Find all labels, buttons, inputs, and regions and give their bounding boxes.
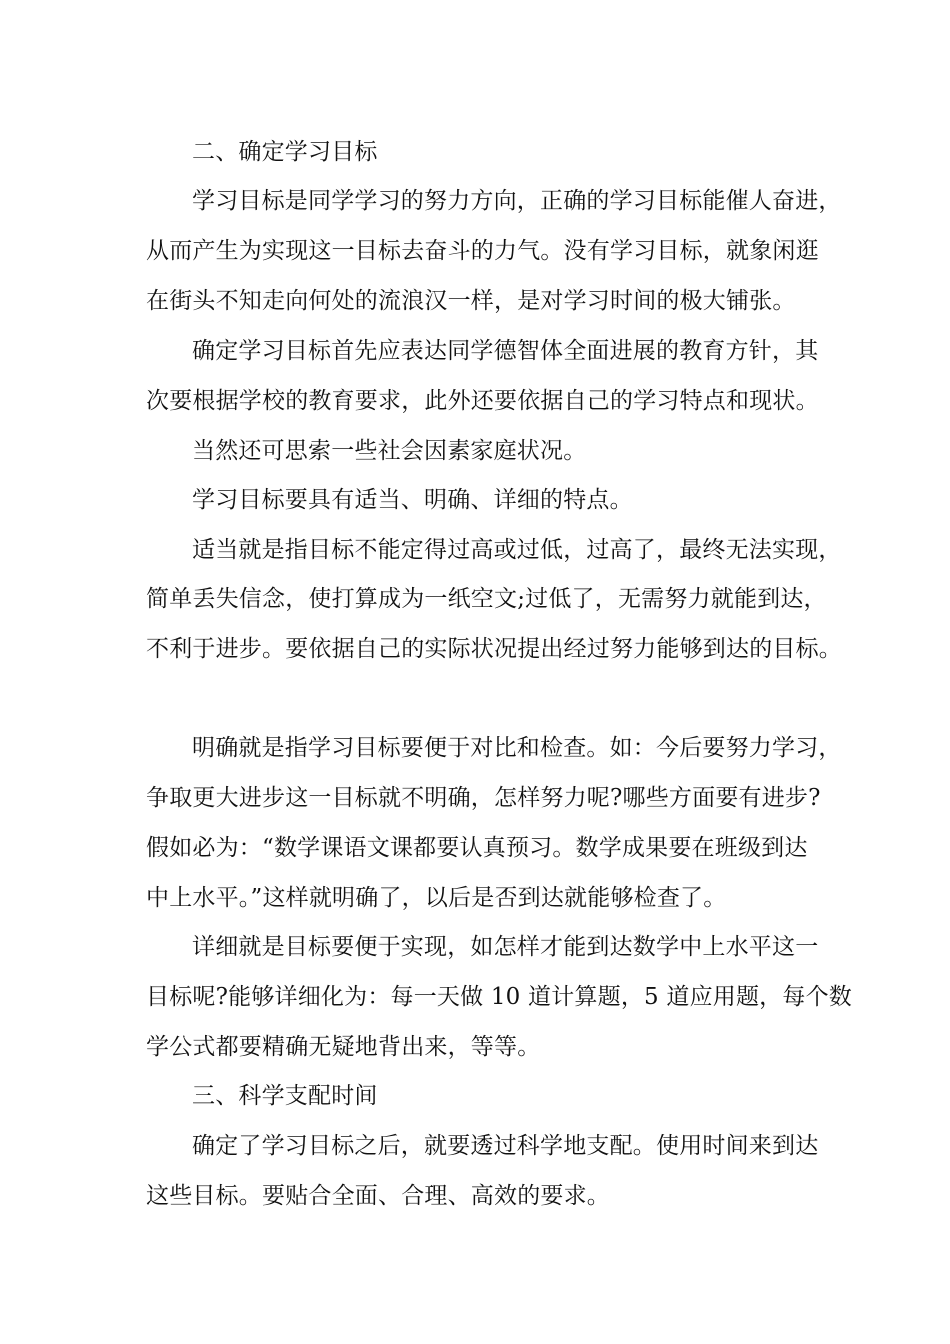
paragraph-line: 不利于进步。要依据自己的实际状况提出经过努力能够到达的目标。 [146, 636, 842, 662]
paragraph-line: 确定学习目标首先应表达同学德智体全面进展的教育方针，其 [192, 338, 819, 364]
section-heading: 二、确定学习目标 [192, 139, 378, 165]
paragraph-line: 争取更大进步这一目标就不明确，怎样努力呢?哪些方面要有进步? [146, 785, 821, 811]
paragraph-line: 详细就是目标要便于实现，如怎样才能到达数学中上水平这一 [192, 934, 819, 960]
paragraph-line: 次要根据学校的教育要求，此外还要依据自己的学习特点和现状。 [146, 388, 819, 414]
paragraph-line: 当然还可思索一些社会因素家庭状况。 [192, 438, 587, 464]
paragraph-line: 中上水平。”这样就明确了，以后是否到达就能够检查了。 [146, 885, 727, 911]
paragraph-line: 目标呢?能够详细化为：每一天做 10 道计算题，5 道应用题，每个数 [146, 984, 852, 1010]
paragraph-line: 在街头不知走向何处的流浪汉一样，是对学习时间的极大铺张。 [146, 288, 796, 314]
section-heading: 三、科学支配时间 [192, 1083, 378, 1109]
paragraph-line: 学习目标是同学学习的努力方向，正确的学习目标能催人奋进， [192, 188, 842, 214]
paragraph-line: 假如必为：“数学课语文课都要认真预习。数学成果要在班级到达 [146, 835, 808, 861]
paragraph-line: 明确就是指学习目标要便于对比和检查。如：今后要努力学习， [192, 735, 842, 761]
paragraph-line: 简单丢失信念，使打算成为一纸空文;过低了，无需努力就能到达， [146, 586, 827, 612]
paragraph-line: 确定了学习目标之后，就要透过科学地支配。使用时间来到达 [192, 1133, 819, 1159]
paragraph-line: 学公式都要精确无疑地背出来，等等。 [146, 1034, 541, 1060]
paragraph-line: 从而产生为实现这一目标去奋斗的力气。没有学习目标，就象闲逛 [146, 238, 819, 264]
paragraph-line: 学习目标要具有适当、明确、详细的特点。 [192, 487, 633, 513]
paragraph-line: 适当就是指目标不能定得过高或过低，过高了，最终无法实现， [192, 537, 842, 563]
paragraph-line: 这些目标。要贴合全面、合理、高效的要求。 [146, 1183, 610, 1209]
